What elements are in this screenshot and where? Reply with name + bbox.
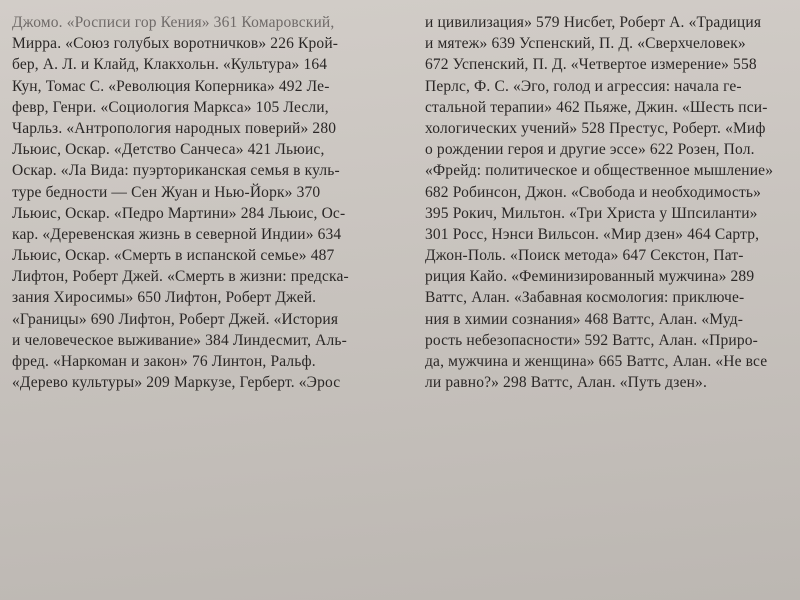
text-line: «Фрейд: политическое и общественное мышление»: [425, 162, 774, 180]
left-text-column: [12, 12, 412, 393]
text-line: «Границы» 690 Лифтон, Роберт Джей. «История: [12, 310, 339, 328]
text-line: хологических учений» 528 Престус, Роберт. «Миф: [425, 119, 766, 137]
right-text-column: [425, 12, 795, 393]
text-line: «Дерево культуры» 209 Маркузе, Герберт. «Эрос: [12, 374, 341, 392]
text-line: Льюис, Оскар. «Педро Мартини» 284 Льюис, Ос-: [12, 204, 346, 222]
text-line: Оскар. «Ла Вида: пуэрториканская семья в куль-: [12, 162, 340, 180]
text-line: Джон-Поль. «Поиск метода» 647 Секстон, Пат-: [425, 247, 744, 265]
text-line: Лифтон, Роберт Джей. «Смерть в жизни: предска-: [12, 268, 349, 286]
text-line: риция Кайо. «Феминизированный мужчина» 289: [425, 268, 755, 286]
text-line: рость небезопасности» 592 Ваттс, Алан. «Приро-: [425, 331, 758, 349]
text-line: бер, А. Л. и Клайд, Клакхольн. «Культура» 164: [12, 56, 328, 74]
text-line: ния в химии сознания» 468 Ваттс, Алан. «Муд-: [425, 310, 744, 328]
text-line: туре бедности — Сен Жуан и Нью-Йорк» 370: [12, 183, 321, 201]
text-line: Мирра. «Союз голубых воротничков» 226 Крой-: [12, 35, 339, 53]
text-line: Льюис, Оскар. «Смерть в испанской семье» 487: [12, 247, 335, 265]
text-line: Льюис, Оскар. «Детство Санчеса» 421 Льюис,: [12, 141, 325, 159]
text-line: ли равно?» 298 Ваттс, Алан. «Путь дзен».: [425, 374, 707, 392]
text-line: фред. «Наркоман и закон» 76 Линтон, Ральф.: [12, 353, 316, 370]
text-line: Кун, Томас С. «Революция Коперника» 492 Ле-: [12, 77, 330, 95]
text-line: Чарльз. «Антропология народных поверий» 280: [12, 119, 337, 137]
text-line: и цивилизация» 579 Нисбет, Роберт А. «Традиция: [425, 14, 762, 31]
text-line: 395 Рокич, Мильтон. «Три Христа у Шпсиланти»: [425, 204, 758, 222]
text-line: кар. «Деревенская жизнь в северной Индии» 634: [12, 225, 342, 243]
text-line: 682 Робинсон, Джон. «Свобода и необходимость»: [425, 183, 762, 201]
text-line: да, мужчина и женщина» 665 Ваттс, Алан. «Не все: [425, 353, 768, 370]
text-line: о рождении героя и другие эссе» 622 Розен, Пол.: [425, 141, 755, 159]
text-line: Джомо. «Росписи гор Кения» 361 Комаровский,: [12, 14, 335, 31]
text-line: 301 Росс, Нэнси Вильсон. «Мир дзен» 464 Сартр,: [425, 225, 760, 243]
text-line: и человеческое выживание» 384 Линдесмит, Аль-: [12, 331, 347, 349]
text-line: Перлс, Ф. С. «Эго, голод и агрессия: начала ге-: [425, 77, 742, 95]
text-line: стальной терапии» 462 Пьяже, Джин. «Шесть пси-: [425, 98, 768, 116]
text-line: Ваттс, Алан. «Забавная космология: приключе-: [425, 289, 745, 307]
text-line: февр, Генри. «Социология Маркса» 105 Лесли,: [12, 98, 329, 116]
text-line: зания Хиросимы» 650 Лифтон, Роберт Джей.: [12, 289, 317, 307]
text-line: 672 Успенский, П. Д. «Четвертое измерение» 558: [425, 56, 757, 74]
text-line: и мятеж» 639 Успенский, П. Д. «Сверхчеловек»: [425, 35, 746, 53]
